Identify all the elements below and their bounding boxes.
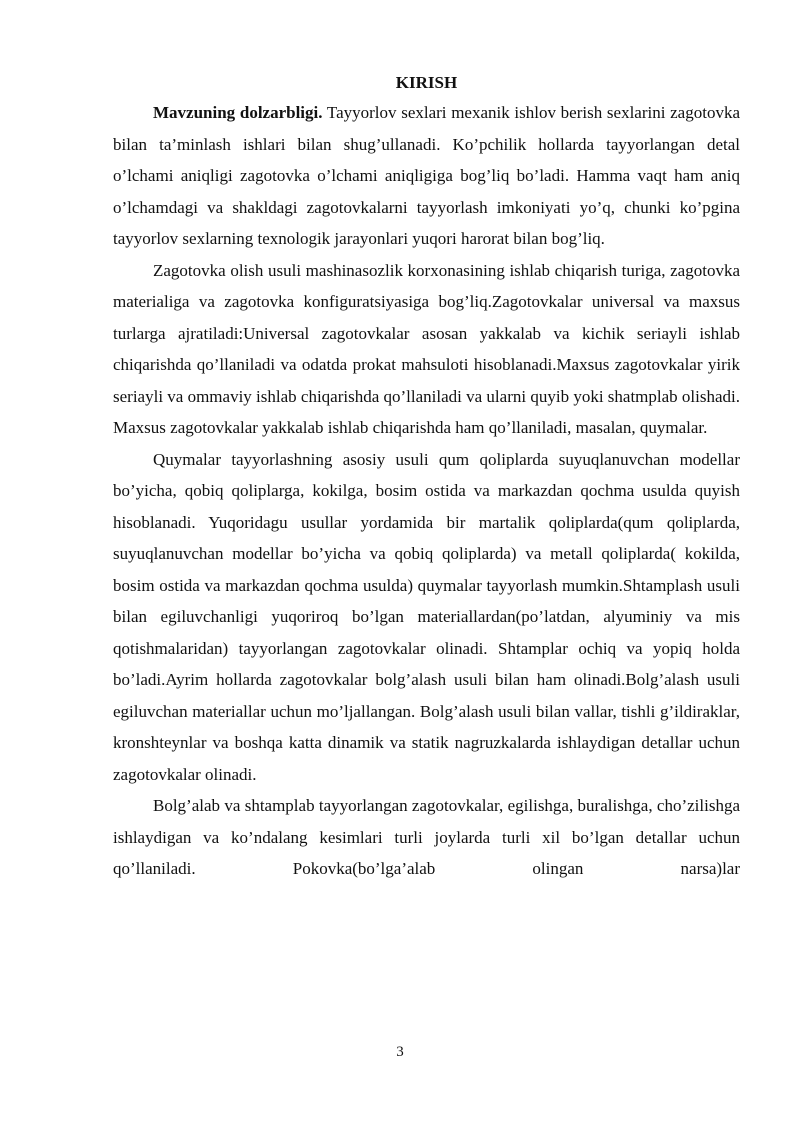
paragraph-text: Bolg’alab va shtamplab tayyorlangan zagotovkalar, egilishga, buralishga, cho’zilishga ishlaydigan va ko’ndalang kesimlari turli joylarda turli xil bo’lgan detallar uchun qo’llaniladi. Pokovka(bo’lga’alab olingan narsa)lar	[113, 796, 740, 878]
paragraph-castings	[113, 444, 740, 791]
document-page	[113, 72, 740, 885]
section-title: KIRISH	[395, 73, 458, 92]
paragraph-lead-heading: Mavzuning dolzarbligi.	[153, 103, 323, 122]
paragraph-text: Zagotovka olish usuli mashinasozlik korxonasining ishlab chiqarish turiga, zagotovka materialiga va zagotovka konfiguratsiyasiga bog’liq.Zagotovkalar universal va maxsus turlarga ajratiladi:Universal zagotovkalar asosan yakkalab va kichik seriayli ishlab chiqarishda qo’llaniladi va odatda prokat mahsuloti hisoblanadi.Maxsus zagotovkalar yirik seriayli va ommaviy ishlab chiqarishda qo’llaniladi va ularni quyib yoki shatmplab olishadi. Maxsus zagotovkalar yakkalab ishlab chiqarishda ham qo’llaniladi, masalan, quymalar.	[113, 260, 740, 437]
paragraph-relevance	[113, 97, 740, 255]
paragraph-blank-methods	[113, 255, 740, 444]
paragraph-text: Tayyorlov sexlari mexanik ishlov berish sexlarini zagotovka bilan ta’minlash ishlari bilan shug’ullanadi. Ko’pchilik hollarda tayyorlangan detal o’lchami aniqligi zagotovka o’lchami aniqligiga bog’liq bo’ladi. Hamma vaqt ham aniq o’lchamdagi va shakldagi zagotovkalarni tayyorlash imkoniyati yo’q, chunki ko’pgina tayyorlov sexlarning texnologik jarayonlari yuqori harorat bilan bog’liq.	[113, 103, 740, 248]
page-number: 3	[396, 1044, 404, 1060]
paragraph-forgings	[113, 790, 740, 885]
paragraph-text: Quymalar tayyorlashning asosiy usuli qum qoliplarda suyuqlanuvchan modellar bo’yicha, qobiq qoliplarga, kokilga, bosim ostida va markazdan qochma usulda quyish hisoblanadi. Yuqoridagu usullar yordamida bir martalik qoliplarda(qum qoliplarda, suyuqlanuvchan modellar bo’yicha va qobiq qoliplarda) va metall qoliplarda( kokilda, bosim ostida va markazdan qochma usulda) quymalar tayyorlash mumkin.Shtamplash usuli bilan egiluvchanligi yuqoriroq bo’lgan materiallardan(po’latdan, alyuminiy va mis qotishmalaridan) tayyorlangan zagotovkalar olinadi. Shtamplar ochiq va yopiq holda bo’ladi.Ayrim hollarda zagotovkalar bolg’alash usuli bilan ham olinadi.Bolg’alash usuli egiluvchan materiallar uchun mo’ljallangan. Bolg’alash usuli bilan vallar, tishli g’ildiraklar, kronshteynlar va boshqa katta dinamik va statik nagruzkalarda ishlaydigan detallar uchun zagotovkalar olinadi.	[113, 449, 740, 784]
